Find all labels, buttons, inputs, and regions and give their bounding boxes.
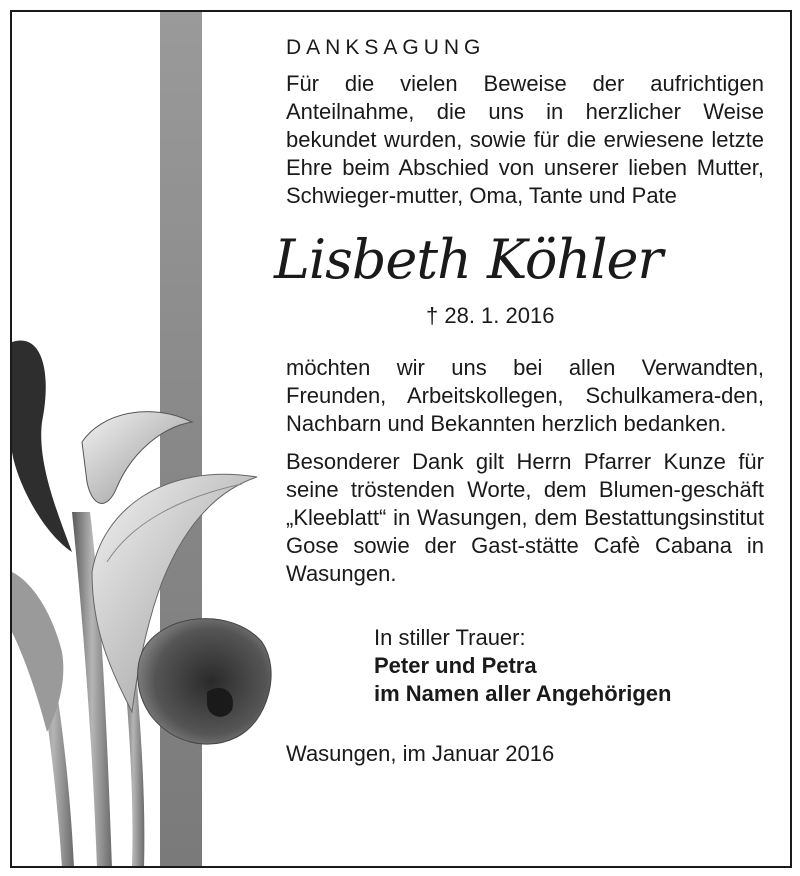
- notice-heading: DANKSAGUNG: [286, 36, 486, 59]
- deceased-name: Lisbeth Köhler: [274, 228, 663, 291]
- calla-lily-illustration: [12, 312, 292, 868]
- thanks-paragraph: möchten wir uns bei allen Verwandten, Freunden, Arbeitskollegen, Schulkamera-den, Nachbarn und Bekannten herzlich bedanken.: [286, 355, 764, 436]
- signature-names: Peter und Petra: [374, 653, 537, 678]
- obituary-notice: [10, 10, 792, 868]
- place-date: Wasungen, im Januar 2016: [286, 741, 555, 766]
- signature-block: [374, 624, 764, 708]
- intro-paragraph: Für die vielen Beweise der aufrichtigen Anteilnahme, die uns in herzlicher Weise bekundet wurden, sowie für die erwiesene letzte Ehre beim Abschied von unserer lieben Mutter, Schwieger-mutter, Oma, Tante und Pate: [286, 71, 764, 208]
- notice-content: [274, 34, 764, 768]
- special-thanks-paragraph: Besonderer Dank gilt Herrn Pfarrer Kunze für seine tröstenden Worte, dem Blumen-geschäft „Kleeblatt“ in Wasungen, dem Bestattungsinstitut Gose sowie der Gast-stätte Cafè Cabana in Wasungen.: [286, 449, 764, 586]
- death-date: † 28. 1. 2016: [426, 303, 555, 328]
- signature-intro: In stiller Trauer:: [374, 625, 526, 650]
- signature-family: im Namen aller Angehörigen: [374, 681, 672, 706]
